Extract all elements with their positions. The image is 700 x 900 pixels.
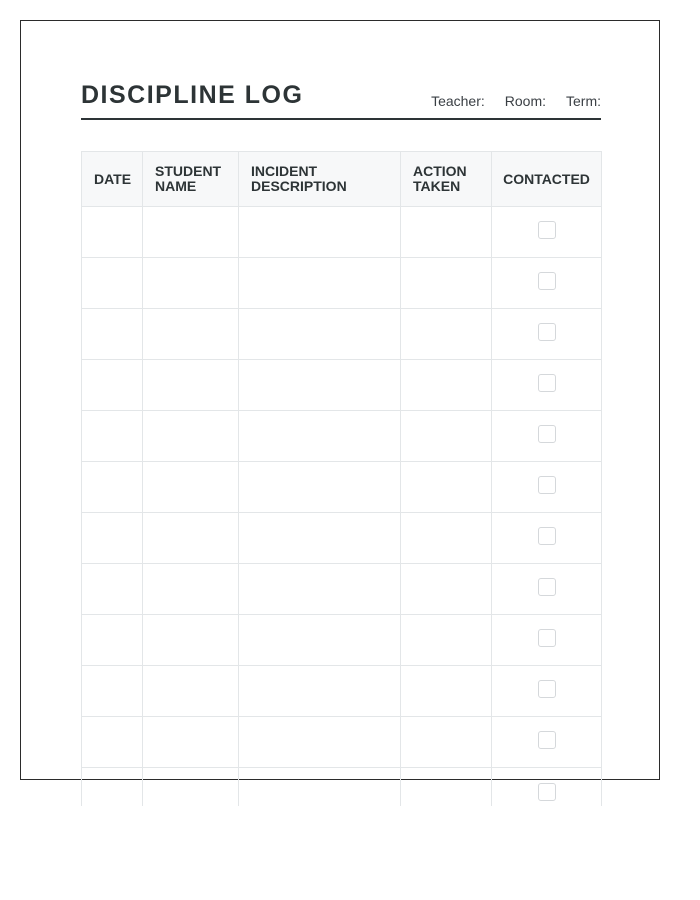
date-cell[interactable]: [82, 309, 143, 360]
date-cell[interactable]: [82, 717, 143, 768]
contacted-checkbox[interactable]: [538, 731, 556, 749]
contacted-checkbox[interactable]: [538, 476, 556, 494]
contacted-checkbox[interactable]: [538, 527, 556, 545]
contacted-checkbox[interactable]: [538, 680, 556, 698]
column-header-student-name: STUDENT NAME: [143, 152, 239, 207]
incident-description-cell[interactable]: [239, 513, 401, 564]
student-name-cell[interactable]: [143, 768, 239, 807]
incident-description-cell[interactable]: [239, 207, 401, 258]
table-row: [82, 615, 602, 666]
table-row: [82, 411, 602, 462]
contacted-checkbox[interactable]: [538, 272, 556, 290]
column-header-date: DATE: [82, 152, 143, 207]
column-header-action-taken: ACTION TAKEN: [401, 152, 492, 207]
contacted-checkbox[interactable]: [538, 783, 556, 801]
table-row: [82, 309, 602, 360]
student-name-cell[interactable]: [143, 309, 239, 360]
table-row: [82, 513, 602, 564]
teacher-label: Teacher:: [431, 93, 485, 109]
contacted-cell: [492, 360, 602, 411]
table-row: [82, 717, 602, 768]
contacted-cell: [492, 462, 602, 513]
date-cell[interactable]: [82, 513, 143, 564]
date-cell[interactable]: [82, 258, 143, 309]
student-name-cell[interactable]: [143, 462, 239, 513]
incident-description-cell[interactable]: [239, 666, 401, 717]
incident-description-cell[interactable]: [239, 768, 401, 807]
action-taken-cell[interactable]: [401, 717, 492, 768]
incident-description-cell[interactable]: [239, 309, 401, 360]
contacted-cell: [492, 768, 602, 807]
contacted-cell: [492, 411, 602, 462]
table-row: [82, 768, 602, 807]
column-header-contacted: CONTACTED: [492, 152, 602, 207]
date-cell[interactable]: [82, 768, 143, 807]
student-name-cell[interactable]: [143, 258, 239, 309]
action-taken-cell[interactable]: [401, 564, 492, 615]
date-cell[interactable]: [82, 411, 143, 462]
student-name-cell[interactable]: [143, 717, 239, 768]
table-body: [82, 207, 602, 807]
date-cell[interactable]: [82, 564, 143, 615]
action-taken-cell[interactable]: [401, 411, 492, 462]
table-row: [82, 258, 602, 309]
contacted-checkbox[interactable]: [538, 425, 556, 443]
discipline-log-table: [81, 151, 602, 806]
contacted-checkbox[interactable]: [538, 629, 556, 647]
student-name-cell[interactable]: [143, 615, 239, 666]
student-name-cell[interactable]: [143, 411, 239, 462]
contacted-checkbox[interactable]: [538, 323, 556, 341]
date-cell[interactable]: [82, 666, 143, 717]
contacted-checkbox[interactable]: [538, 374, 556, 392]
action-taken-cell[interactable]: [401, 360, 492, 411]
contacted-cell: [492, 666, 602, 717]
action-taken-cell[interactable]: [401, 666, 492, 717]
contacted-cell: [492, 513, 602, 564]
action-taken-cell[interactable]: [401, 513, 492, 564]
contacted-checkbox[interactable]: [538, 221, 556, 239]
meta-fields: [431, 93, 601, 109]
contacted-cell: [492, 717, 602, 768]
date-cell[interactable]: [82, 462, 143, 513]
term-label: Term:: [566, 93, 601, 109]
incident-description-cell[interactable]: [239, 258, 401, 309]
contacted-cell: [492, 615, 602, 666]
table-row: [82, 564, 602, 615]
action-taken-cell[interactable]: [401, 615, 492, 666]
action-taken-cell[interactable]: [401, 462, 492, 513]
table-row: [82, 360, 602, 411]
incident-description-cell[interactable]: [239, 411, 401, 462]
date-cell[interactable]: [82, 615, 143, 666]
action-taken-cell[interactable]: [401, 258, 492, 309]
room-label: Room:: [504, 93, 546, 109]
student-name-cell[interactable]: [143, 360, 239, 411]
page-title: DISCIPLINE LOG: [81, 81, 304, 109]
contacted-checkbox[interactable]: [538, 578, 556, 596]
incident-description-cell[interactable]: [239, 462, 401, 513]
table-header-row: [82, 152, 602, 207]
contacted-cell: [492, 258, 602, 309]
action-taken-cell[interactable]: [401, 207, 492, 258]
table-row: [82, 462, 602, 513]
student-name-cell[interactable]: [143, 564, 239, 615]
contacted-cell: [492, 207, 602, 258]
date-cell[interactable]: [82, 207, 143, 258]
action-taken-cell[interactable]: [401, 768, 492, 807]
student-name-cell[interactable]: [143, 666, 239, 717]
incident-description-cell[interactable]: [239, 717, 401, 768]
incident-description-cell[interactable]: [239, 615, 401, 666]
log-header: [81, 78, 601, 120]
contacted-cell: [492, 564, 602, 615]
column-header-incident-description: INCIDENT DESCRIPTION: [239, 152, 401, 207]
student-name-cell[interactable]: [143, 513, 239, 564]
incident-description-cell[interactable]: [239, 564, 401, 615]
table-row: [82, 207, 602, 258]
student-name-cell[interactable]: [143, 207, 239, 258]
date-cell[interactable]: [82, 360, 143, 411]
action-taken-cell[interactable]: [401, 309, 492, 360]
table-row: [82, 666, 602, 717]
contacted-cell: [492, 309, 602, 360]
incident-description-cell[interactable]: [239, 360, 401, 411]
